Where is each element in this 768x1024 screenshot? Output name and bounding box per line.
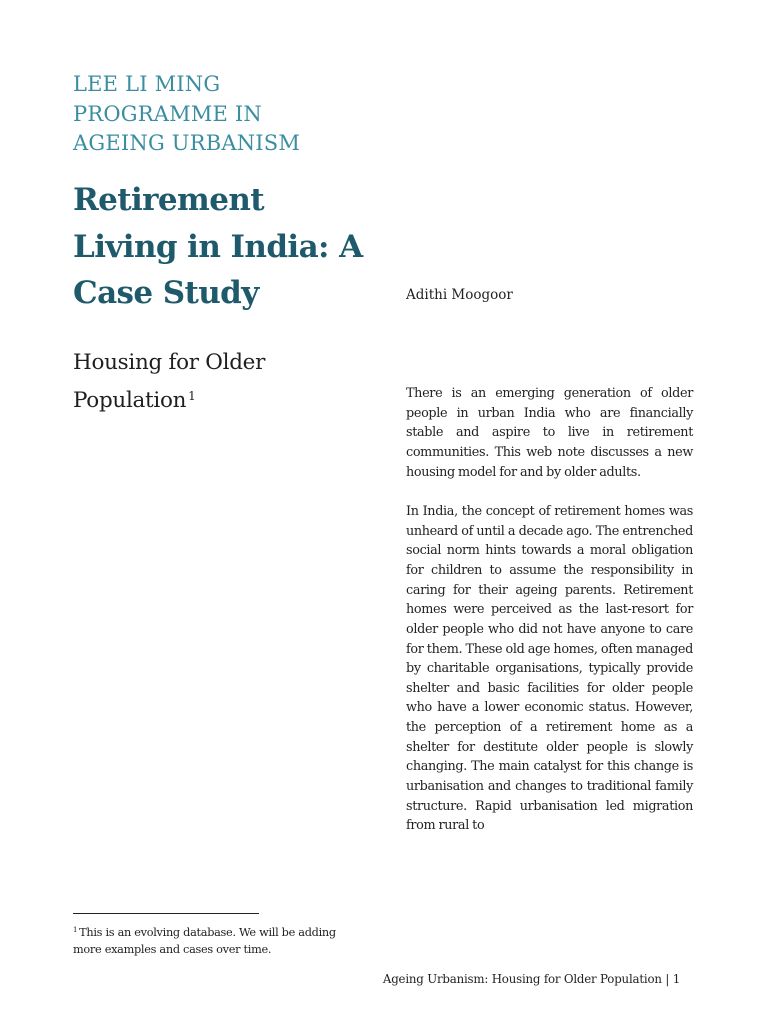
body-text [406,384,693,836]
footnote-marker: 1 [73,926,78,934]
programme-line-1: LEE LI MING [73,72,221,96]
section-heading-line-2-text: Population [73,387,187,413]
title-line-1: Retirement [73,182,265,218]
footer-separator: | [665,972,670,986]
footnote [73,922,373,958]
page-footer [383,972,680,986]
body-paragraph-1: There is an emerging generation of older people in urban India who are financially stable and aspire to live in retirement communities. This web note discusses a new housing model for and by older adults. [406,386,693,480]
programme-line-2: PROGRAMME IN [73,101,262,126]
footnote-divider [73,913,259,914]
page-number: 1 [672,972,680,986]
section-heading-line-2 [73,380,373,418]
footnote-reference[interactable]: 1 [188,388,196,403]
footer-running-title: Ageing Urbanism: Housing for Older Population [382,972,662,986]
body-paragraph-2: In India, the concept of retirement homes was unheard of until a decade ago. The entrenched social norm hints towards a moral obligation for children to assume the responsibility in caring for their ageing parents. Retirement homes were perceived as the last-resort for older people who did not have anyone to care for them. These old age homes, often managed by charitable organisations, typically provide shelter and basic facilities for older people who have a lower economic status. However, the perception of a retirement home as a shelter for destitute older people is slowly changing. The main catalyst for this change is urbanisation and changes to traditional family structure. Rapid urbanisation led migration from rural to [406,503,693,834]
title-line-2: Living in India: A [73,228,363,265]
document-title [73,177,393,317]
section-heading [73,347,373,417]
footnote-line-1 [73,922,373,942]
section-heading-line-1: Housing for Older [73,350,266,375]
author-name: Adithi Moogoor [406,287,513,303]
footnote-line-2: more examples and cases over time. [73,942,272,956]
title-line-3: Case Study [73,275,259,311]
programme-line-3: AGEING URBANISM [73,131,301,155]
programme-name [73,70,373,159]
footnote-line-1-text: This is an evolving database. We will be adding [79,926,336,939]
